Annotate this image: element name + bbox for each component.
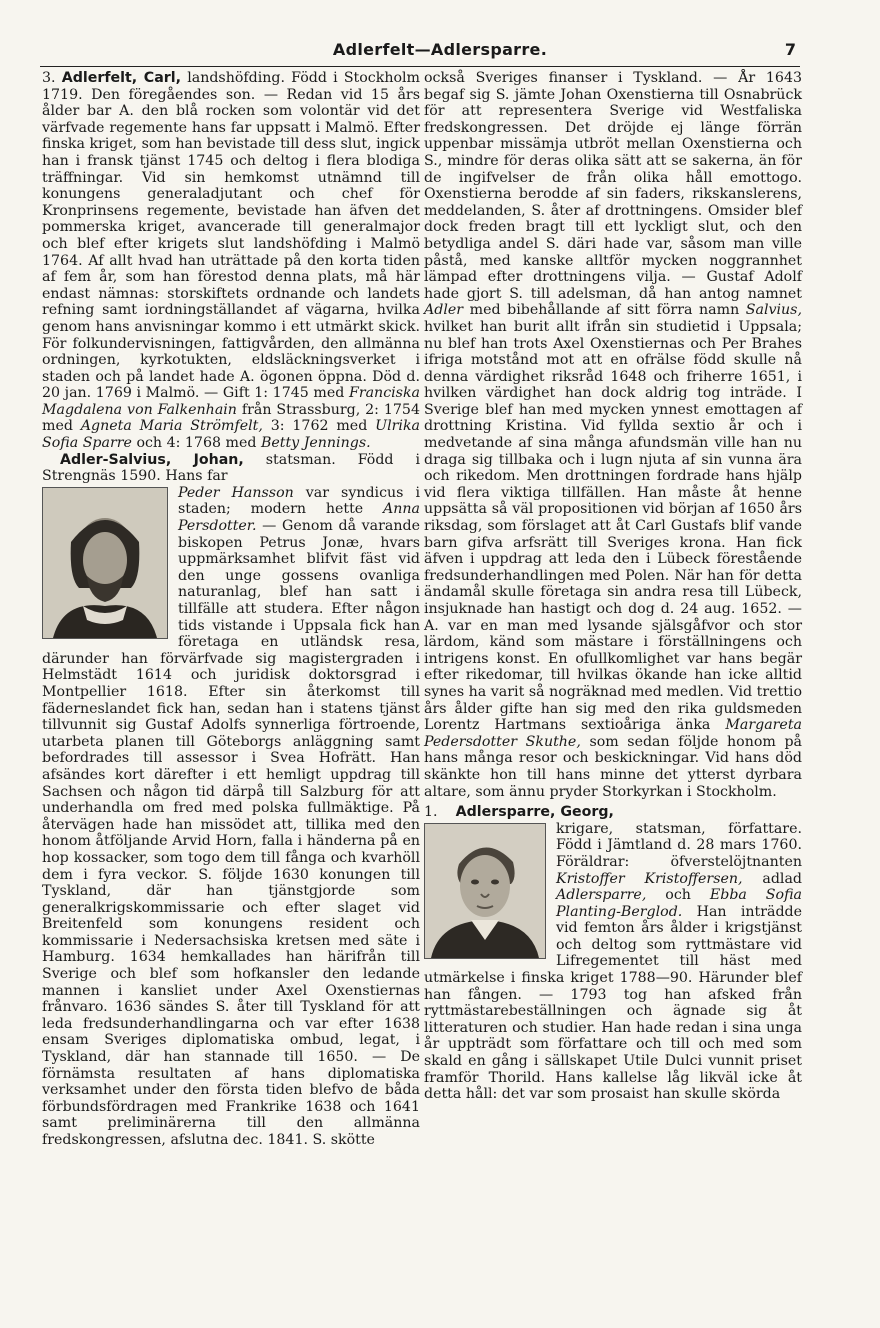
entry-adler-salvius-continued bbox=[424, 70, 802, 800]
entry-text: från Strassburg, 2: 1754 med bbox=[42, 401, 420, 435]
person-name: Salvius, bbox=[745, 302, 802, 319]
entry-adlerfelt bbox=[42, 70, 420, 452]
person-name: Ulrika Sofia Sparre bbox=[42, 418, 421, 452]
header-divider bbox=[40, 66, 800, 67]
entry-text: krigare, statsman, författare. Född i Jämtland d. 28 mars 1760. Föräldrar: öfverstelöjtnanten bbox=[556, 820, 802, 870]
entry-adler-salvius bbox=[42, 452, 420, 485]
entry-text: med bibehållande af sitt förra namn bbox=[469, 302, 740, 319]
person-name: Adler bbox=[424, 302, 464, 319]
entry-text: och bbox=[665, 887, 691, 904]
person-name: Margareta Pedersdotter Skuthe, bbox=[424, 717, 802, 750]
entry-text: — Genom då varande biskopen Petrus Jonæ, hvars uppmärksamhet blifvit fäst vid den unge gossens ovanliga naturanlag, blef han satt i tillfälle att studera. Efter någon tids vistande i Uppsala fick han företaga en utländsk resa, därunder han förvärfvade sig magistergraden i Helmstädt 1614 och juridisk doktorsgrad i Montpellier 1618. Efter sin återkomst till fäderneslandet fick han, sedan han i statens tjänst tillvunnit sig Gustaf Adolfs synnerliga förtroende, utarbeta planen till Göteborgs anläggning samt befordrades till assessor i Svea Hofrätt. Han afsändes kort därefter i ett hemligt uppdrag till Sachsen och någon tid därpå till Salzburg för att underhandla om fred med polska fullmäktige. På återvägen hade han missödet att, tillika med den honom åtföljande Arvid Horn, falla i händerna på en hop kossacker, som togo dem till fånga och kvarhöll dem i fyra veckor. S. följde 1630 konungen till Tyskland, där han tjänstgjorde som generalkrigskommissarie och efter slaget vid Breitenfeld som konungens resident och kommissarie i Nedersachsiska kretsen med säte i Hamburg. 1634 hemkallades han härifrån till Sverige och blef som hofkansler den ledande mannen i kansliet under Axel Oxenstiernas frånvaro. 1636 sändes S. åter till Tyskland för att leda fredsunderhandlingarna och var efter 1638 ensam Sveriges diplomatiska ombud, legat, i Tyskland, där han stannade till 1650. — De förnämsta resultaten af hans diplomatiska verksamhet under den första tiden blefvo de båda förbundsfördragen med Frankrike 1638 och 1641 samt preliminärerna till den allmänna fredskongressen, afslutna dec. 1841. S. skötte bbox=[42, 518, 420, 1148]
entry-text: som sedan följde honom på hans många resor och beskickningar. Vid hans död skänkte hon till hans minne det ytterst dyrbara altare, som ännu pryder Storkyrkan i Stockholm. bbox=[424, 733, 802, 800]
person-name: Peder Hansson bbox=[178, 484, 294, 501]
entry-text: landshöfding. Född i Stockholm 1719. Den föregåendes son. — Redan vid 15 års ålder bar A. den blå rocken som volontär vid det värfvade regemente hans far uppsatt i Malmö. Efter finska kriget, som han bevistade till dess slut, ingick han i fransk tjänst 1745 och deltog i flera blodiga träffningar. Vid sin hemkomst utnämnd till konungens generaladjutant och chef för Kronprinsens regemente, bevistade han äfven det pommerska kriget, avancerade till generalmajor och blef efter krigets slut landshöfding i Malmö 1764. Af allt hvad han uträttade på den korta tiden af fem år, som han förestod denna plats, må här endast nämnas: storskiftets ordnande och landets refning samt iordningställandet af vägarna, hvilka genom hans anvisningar kommo i ett utmärkt skick. För folkundervisningen, fattigvården, den allmänna ordningen, kyrkotukten, eldsläckningsverket i staden och på landet hade A. ögonen öppna. Död d. 20 jan. 1769 i Malmö. — Gift 1: 1745 med bbox=[42, 70, 421, 402]
entry-number: 1. bbox=[424, 804, 438, 821]
portrait-adlersparre-image bbox=[424, 823, 546, 959]
entry-title: Adlerfelt, Carl, bbox=[61, 70, 182, 86]
left-column bbox=[42, 70, 420, 1149]
entry-adlersparre bbox=[424, 804, 802, 821]
entry-text: hvilket han burit allt ifrån sin studietid i Uppsala; nu blef han trots Axel Oxenstiernas och Per Brahes ifriga motstånd mot att en ofrälse född skulle nå denna värdighet riksråd 1648 och friherre 1651, i hvilken värdighet han dock aldrig tog inträde. I Sverige blef han med mycken ynnest emottagen af drottning Kristina. Vid fyllda sextio år och i medvetande af sina många afundsmän ville han nu draga sig tillbaka och i lugn njuta af sin vunna ära och rikedom. Men drottningen fordrade hans hjälp vid flera viktiga tillfällen. Han måste åt henne uppsätta så väl propositionen vid början af 1650 års riksdag, som förslaget att åt Carl Gustafs blif vande barn gifva arfsrätt till Sveriges krona. Han fick äfven i uppdrag att leda den i Lübeck förestående fredsunderhandlingen med Polen. När han för detta ändamål skulle företaga sin andra resa till Lübeck, insjuknade han hastigt och dog d. 24 aug. 1652. — A. var en man med lysande själsgåfvor och stor lärdom, känd som mästare i förställningens och intrigens konst. En ofullkomlighet var hans begär efter rikedomar, till hvilkas ökande han icke alltid synes ha varit så nogräknad med medlen. Vid trettio års ålder gifte han sig med den rika guldsmeden Lorentz Hartmans sextioåriga änka bbox=[424, 318, 802, 734]
person-name: Agneta Maria Strömfelt, bbox=[80, 418, 263, 435]
entry-text: också Sveriges finanser i Tyskland. — År 1643 begaf sig S. jämte Johan Oxenstierna till Osnabrück för att representera Sverige vid Westfaliska fredskongressen. Det dröjde ej länge förrän uppenbar missämja utbröt mellan Oxenstierna och S., mindre för deras olika sätt att se sakerna, än för de ingifvelser de från olika håll emottogo. Oxenstierna berodde af sin faders, rikskanslerens, meddelanden, S. åter af drottningens. Omsider blef dock freden bragt till ett lyckligt slut, och den betydliga andel S. däri hade var, såsom man ville påstå, med kanske alltför mycken noggrannhet lämpad efter drottningens vilja. — Gustaf Adolf hade gjort S. till adelsman, då han antog namnet bbox=[424, 70, 802, 302]
page-number: 7 bbox=[784, 40, 796, 59]
entry-text: var syndicus i staden; modern hette bbox=[178, 484, 420, 518]
person-name: Kristoffer Kristoffersen, bbox=[556, 870, 743, 887]
right-column bbox=[424, 70, 802, 1103]
person-name: Adlersparre, bbox=[556, 887, 647, 904]
person-name: Betty Jennings. bbox=[260, 435, 371, 452]
entry-text: 3: 1762 med bbox=[270, 418, 368, 435]
entry-adlersparre-body bbox=[424, 821, 802, 1103]
entry-adler-salvius-body bbox=[42, 485, 420, 1149]
person-name: Ebba Sofia Planting-Berglod. bbox=[556, 887, 802, 920]
entry-text: Han inträdde vid femton års ålder i krigstjänst och deltog som ryttmästare vid Lifregementet till häst med utmärkelse i finska kriget 1788—90. Härunder blef han fången. — 1793 tog han afsked från ryttmästarebeställningen och ägnade sig åt litteraturen och studier. Han hade redan i sina unga år uppträdt som författare och till och med som skald en gång i sällskapet Utile Dulci vunnit priset framför Thorild. Hans kallelse låg likväl icke åt detta håll: det var som prosaist han skulle skörda bbox=[424, 903, 802, 1103]
entry-number: 3. bbox=[42, 70, 56, 86]
running-header: Adlerfelt—Adlersparre. bbox=[332, 40, 548, 59]
portrait-salvius-image bbox=[42, 487, 168, 639]
entry-text: adlad bbox=[762, 870, 802, 887]
entry-title: Adlersparre, Georg, bbox=[455, 804, 614, 821]
person-name: Franciska Magdalena von Falkenhain bbox=[42, 385, 421, 418]
person-name: Anna Persdotter. bbox=[178, 501, 420, 535]
entry-text: statsman. Född i Strengnäs 1590. Hans far bbox=[42, 451, 420, 485]
entry-text: och 4: 1768 med bbox=[136, 435, 257, 452]
entry-title: Adler-Salvius, Johan, bbox=[60, 451, 244, 468]
